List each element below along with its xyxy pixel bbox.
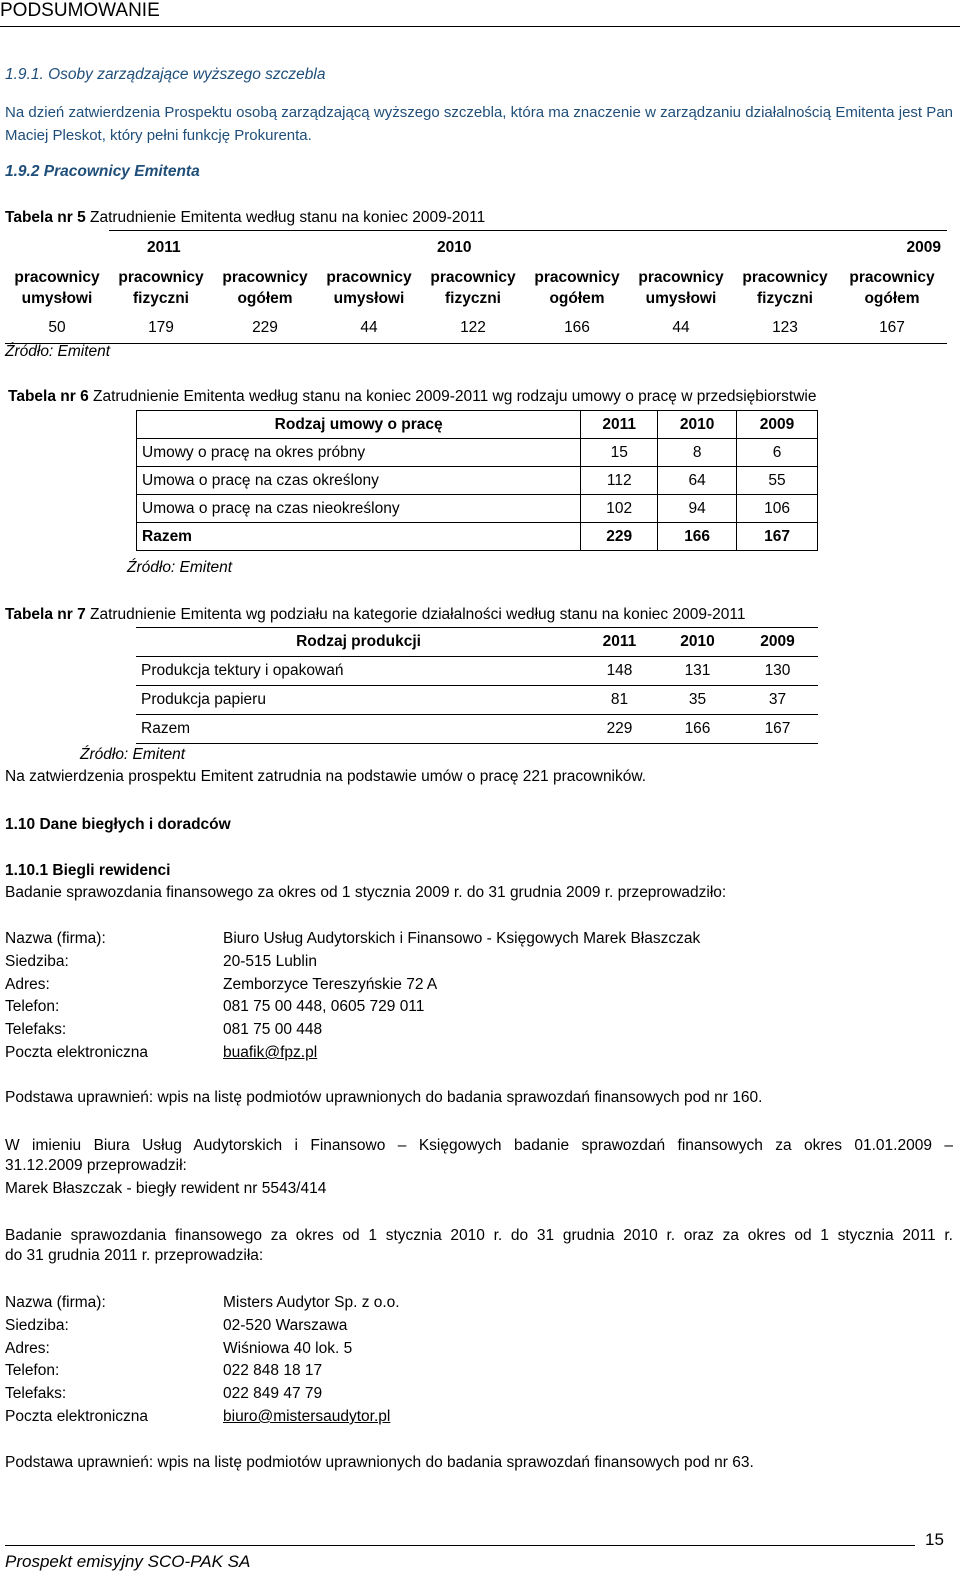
table6-cell: 167 bbox=[737, 523, 818, 551]
section-1-9-1-text: Na dzień zatwierdzenia Prospektu osobą zarządzającą wyższego szczebla, która ma znaczenie w zarządzaniu działalnością Emitenta jest Pan Maciej Pleskot, który pełni funkcję Prokurenta. bbox=[5, 104, 953, 144]
table5 bbox=[5, 230, 947, 344]
firm2-fax-label: Telefaks: bbox=[5, 1385, 67, 1402]
table7-cell: 148 bbox=[581, 657, 658, 686]
s2010-intro-line1: Badanie sprawozdania finansowego za okres od 1 stycznia 2010 r. do 31 grudnia 2010 r. oraz za okres od 1 stycznia 2011 r. bbox=[5, 1227, 953, 1244]
table5-header-cell: pracownicy fizyczni bbox=[430, 269, 516, 307]
firm2-address-label: Adres: bbox=[5, 1340, 50, 1357]
table6-caption bbox=[8, 388, 816, 406]
table7-cell: 35 bbox=[658, 686, 737, 715]
section-1-10-1-heading: 1.10.1 Biegli rewidenci bbox=[5, 862, 171, 879]
firm1-email-link[interactable]: buafik@fpz.pl bbox=[223, 1044, 318, 1061]
table7-header-cell: 2011 bbox=[581, 628, 658, 657]
table-row bbox=[136, 715, 818, 744]
table7-cell: Razem bbox=[136, 715, 581, 744]
table5-value: 229 bbox=[213, 313, 317, 344]
table6-cell: 94 bbox=[658, 495, 737, 523]
firm1-email-label: Poczta elektroniczna bbox=[5, 1044, 149, 1061]
firm2-fax-value: 022 849 47 79 bbox=[223, 1385, 323, 1402]
table7-cell: Produkcja tektury i opakowań bbox=[136, 657, 581, 686]
table5-header-cell: pracownicy ogółem bbox=[222, 269, 308, 307]
firm1-auditor: Marek Błaszczak - biegły rewident nr 5543/414 bbox=[5, 1180, 327, 1197]
table7-note: Na zatwierdzenia prospektu Emitent zatrudnia na podstawie umów o pracę 221 pracowników. bbox=[5, 768, 647, 785]
table-row bbox=[137, 467, 818, 495]
firm2-name-label: Nazwa (firma): bbox=[5, 1294, 106, 1311]
table6-cell: 106 bbox=[737, 495, 818, 523]
table7-header-cell: 2009 bbox=[737, 628, 818, 657]
table6 bbox=[136, 410, 818, 551]
table6-header-cell: 2009 bbox=[737, 411, 818, 439]
table7-source: Źródło: Emitent bbox=[80, 746, 186, 763]
firm2-phone-label: Telefon: bbox=[5, 1362, 60, 1379]
table7-header-cell: 2010 bbox=[658, 628, 737, 657]
table7-cell: 166 bbox=[658, 715, 737, 744]
table6-cell: 112 bbox=[581, 467, 658, 495]
table7 bbox=[136, 627, 818, 744]
table5-value: 166 bbox=[525, 313, 629, 344]
table5-source: Źródło: Emitent bbox=[5, 343, 111, 360]
table6-cell: 64 bbox=[658, 467, 737, 495]
table6-cell: 229 bbox=[581, 523, 658, 551]
table6-header-cell: Rodzaj umowy o pracę bbox=[137, 411, 581, 439]
section-1-10-heading: 1.10 Dane biegłych i doradców bbox=[5, 816, 231, 833]
table7-cell: 229 bbox=[581, 715, 658, 744]
table6-cell: 102 bbox=[581, 495, 658, 523]
table6-cell: 55 bbox=[737, 467, 818, 495]
table5-header-cell: pracownicy umysłowi bbox=[638, 269, 724, 307]
table6-cell: 8 bbox=[658, 439, 737, 467]
table-row bbox=[136, 657, 818, 686]
table5-value: 122 bbox=[421, 313, 525, 344]
page-number: 15 bbox=[925, 1530, 944, 1549]
footer-title: Prospekt emisyjny SCO-PAK SA bbox=[5, 1552, 251, 1571]
table7-cell: 167 bbox=[737, 715, 818, 744]
firm1-behalf-line2: 31.12.2009 przeprowadził: bbox=[5, 1157, 187, 1174]
table5-year-2010: 2010 bbox=[421, 231, 733, 266]
header-rule bbox=[0, 26, 960, 27]
table5-caption-text: Zatrudnienie Emitenta według stanu na koniec 2009-2011 bbox=[85, 209, 486, 226]
table7-caption-number: Tabela nr 7 bbox=[5, 606, 86, 623]
table6-cell: Umowy o pracę na okres próbny bbox=[137, 439, 581, 467]
table5-year-2011: 2011 bbox=[109, 231, 421, 266]
table5-value: 44 bbox=[317, 313, 421, 344]
table5-caption bbox=[5, 209, 485, 227]
section-1-10-1-intro: Badanie sprawozdania finansowego za okres od 1 stycznia 2009 r. do 31 grudnia 2009 r. przeprowadziło: bbox=[5, 884, 727, 901]
table5-header-cell: pracownicy umysłowi bbox=[14, 269, 100, 307]
firm1-phone-label: Telefon: bbox=[5, 998, 60, 1015]
firm1-phone-value: 081 75 00 448, 0605 729 011 bbox=[223, 998, 425, 1015]
table6-cell: 6 bbox=[737, 439, 818, 467]
firm1-name-label: Nazwa (firma): bbox=[5, 930, 106, 947]
firm2-seat-value: 02-520 Warszawa bbox=[223, 1317, 348, 1334]
table5-header-row bbox=[5, 265, 947, 313]
table6-header-row bbox=[137, 411, 818, 439]
firm1-name-value: Biuro Usług Audytorskich i Finansowo - Księgowych Marek Błaszczak bbox=[223, 930, 701, 947]
table5-header-cell: pracownicy umysłowi bbox=[326, 269, 412, 307]
table5-value: 44 bbox=[629, 313, 733, 344]
table5-value: 50 bbox=[5, 313, 109, 344]
firm1-seat-label: Siedziba: bbox=[5, 953, 69, 970]
footer-rule bbox=[5, 1545, 915, 1546]
table5-year-2009: 2009 bbox=[733, 231, 947, 266]
firm1-address-value: Zemborzyce Tereszyńskie 72 A bbox=[223, 976, 438, 993]
table6-cell: 15 bbox=[581, 439, 658, 467]
firm1-fax-label: Telefaks: bbox=[5, 1021, 67, 1038]
firm2-email-link[interactable]: biuro@mistersaudytor.pl bbox=[223, 1408, 391, 1425]
firm1-address-label: Adres: bbox=[5, 976, 50, 993]
table6-caption-text: Zatrudnienie Emitenta według stanu na koniec 2009-2011 wg rodzaju umowy o pracę w przedsiębiorstwie bbox=[88, 388, 817, 405]
table6-header-cell: 2010 bbox=[658, 411, 737, 439]
table5-header-cell: pracownicy ogółem bbox=[534, 269, 620, 307]
firm1-seat-value: 20-515 Lublin bbox=[223, 953, 317, 970]
firm2-phone-value: 022 848 18 17 bbox=[223, 1362, 323, 1379]
table5-value: 123 bbox=[733, 313, 837, 344]
table6-header-cell: 2011 bbox=[581, 411, 658, 439]
firm1-behalf-line1: W imieniu Biura Usług Audytorskich i Finansowo – Księgowych badanie sprawozdań finansowych za okres 01.01.2009 – bbox=[5, 1137, 953, 1154]
firm2-name-value: Misters Audytor Sp. z o.o. bbox=[223, 1294, 400, 1311]
firm2-seat-label: Siedziba: bbox=[5, 1317, 69, 1334]
firm1-basis: Podstawa uprawnień: wpis na listę podmiotów uprawnionych do badania sprawozdań finansowych pod nr 160. bbox=[5, 1089, 763, 1106]
section-1-9-1-heading: 1.9.1. Osoby zarządzające wyższego szczebla bbox=[5, 66, 326, 83]
table5-header-cell: pracownicy fizyczni bbox=[118, 269, 204, 307]
table6-cell: 166 bbox=[658, 523, 737, 551]
firm2-basis: Podstawa uprawnień: wpis na listę podmiotów uprawnionych do badania sprawozdań finansowych pod nr 63. bbox=[5, 1454, 754, 1471]
firm1-fax-value: 081 75 00 448 bbox=[223, 1021, 323, 1038]
table5-value: 179 bbox=[109, 313, 213, 344]
table7-cell: 131 bbox=[658, 657, 737, 686]
table-row bbox=[137, 439, 818, 467]
table5-year-row bbox=[5, 231, 947, 266]
table6-cell: Umowa o pracę na czas nieokreślony bbox=[137, 495, 581, 523]
table-row bbox=[137, 495, 818, 523]
table7-caption-text: Zatrudnienie Emitenta wg podziału na kategorie działalności według stanu na koniec 2009-2011 bbox=[85, 606, 746, 623]
table7-header-row bbox=[136, 628, 818, 657]
table5-value-row bbox=[5, 313, 947, 344]
table7-cell: 37 bbox=[737, 686, 818, 715]
table7-cell: Produkcja papieru bbox=[136, 686, 581, 715]
table5-value: 167 bbox=[837, 313, 947, 344]
table6-total-row bbox=[137, 523, 818, 551]
s2010-intro-line2: do 31 grudnia 2011 r. przeprowadziła: bbox=[5, 1247, 264, 1264]
table5-header-cell: pracownicy ogółem bbox=[849, 269, 935, 307]
firm2-email-label: Poczta elektroniczna bbox=[5, 1408, 149, 1425]
table7-header-cell: Rodzaj produkcji bbox=[136, 628, 581, 657]
table7-caption bbox=[5, 606, 745, 624]
page-header-title: PODSUMOWANIE bbox=[0, 0, 160, 21]
table6-cell: Razem bbox=[137, 523, 581, 551]
table6-source: Źródło: Emitent bbox=[127, 559, 233, 576]
section-1-9-2-heading: 1.9.2 Pracownicy Emitenta bbox=[5, 163, 200, 180]
table5-header-cell: pracownicy fizyczni bbox=[742, 269, 828, 307]
table-row bbox=[136, 686, 818, 715]
table7-cell: 81 bbox=[581, 686, 658, 715]
table5-caption-number: Tabela nr 5 bbox=[5, 209, 86, 226]
table6-cell: Umowa o pracę na czas określony bbox=[137, 467, 581, 495]
table7-cell: 130 bbox=[737, 657, 818, 686]
firm2-address-value: Wiśniowa 40 lok. 5 bbox=[223, 1340, 353, 1357]
table6-caption-number: Tabela nr 6 bbox=[8, 388, 89, 405]
